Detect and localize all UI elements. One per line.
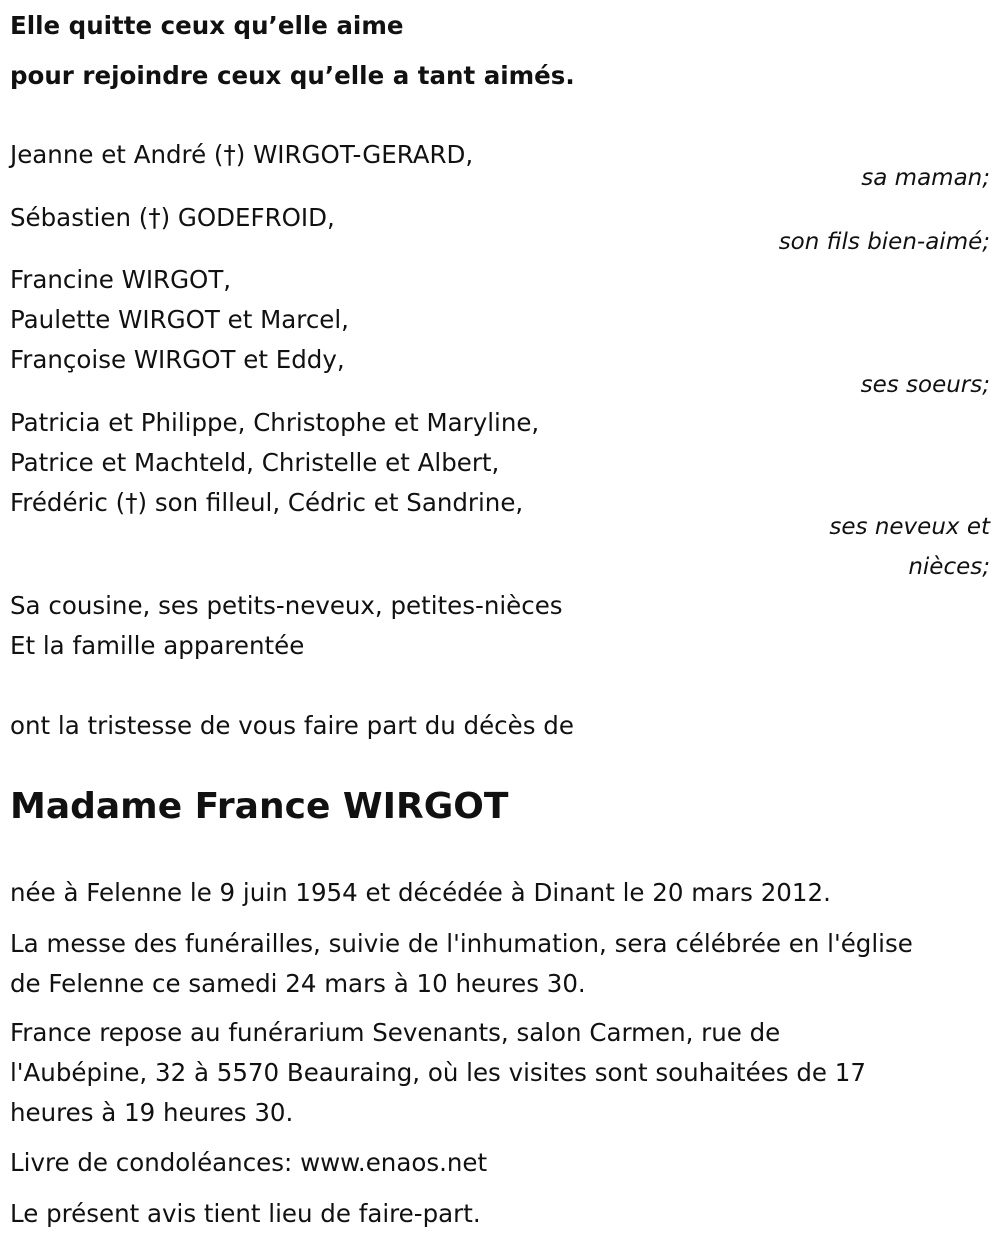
relation-label: sa maman; [861,165,990,191]
relation-label: ses soeurs; [860,372,990,398]
family-line: Sébastien (†) GODEFROID, [10,203,335,232]
deceased-name: Madame France WIRGOT [10,786,509,827]
notice: Le présent avis tient lieu de faire-part. [10,1199,481,1228]
condolences: Livre de condoléances: www.enaos.net [10,1148,488,1177]
funeral-home-line: France repose au funérarium Sevenants, salon Carmen, rue de [10,1018,781,1047]
family-line: Et la famille apparentée [10,631,305,660]
mass-line: La messe des funérailles, suivie de l'inhumation, sera célébrée en l'église [10,929,913,958]
family-line: Sa cousine, ses petits-neveux, petites-nièces [10,591,563,620]
family-line: Frédéric (†) son filleul, Cédric et Sandrine, [10,488,524,517]
funeral-home-line: heures à 19 heures 30. [10,1098,294,1127]
family-line: Patricia et Philippe, Christophe et Maryline, [10,408,540,437]
relation-label: nièces; [908,554,990,580]
funeral-home-line: l'Aubépine, 32 à 5570 Beauraing, où les visites sont souhaitées de 17 [10,1058,866,1087]
mass-line: de Felenne ce samedi 24 mars à 10 heures 30. [10,969,586,998]
family-line: Paulette WIRGOT et Marcel, [10,305,349,334]
relation-label: ses neveux et [829,514,990,540]
family-line: Françoise WIRGOT et Eddy, [10,345,345,374]
heading-line-2: pour rejoindre ceux qu’elle a tant aimés. [10,61,575,90]
relation-label: son fils bien-aimé; [778,229,990,255]
family-line: Patrice et Machteld, Christelle et Albert, [10,448,500,477]
family-line: Jeanne et André (†) WIRGOT-GERARD, [10,140,474,169]
heading-line-1: Elle quitte ceux qu’elle aime [10,11,404,40]
family-line: Francine WIRGOT, [10,265,232,294]
birth-death: née à Felenne le 9 juin 1954 et décédée à Dinant le 20 mars 2012. [10,878,831,907]
announcement: ont la tristesse de vous faire part du décès de [10,711,574,740]
